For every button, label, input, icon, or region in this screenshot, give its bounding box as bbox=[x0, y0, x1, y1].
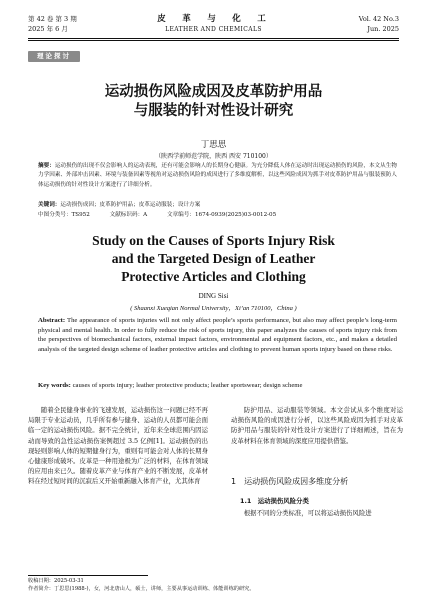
keywords-en-text: causes of sports injury; leather protective products; leather sportswear; design scheme bbox=[72, 382, 303, 389]
section-heading-1-1: 1.1 运动损伤风险分类 bbox=[240, 497, 309, 505]
section-tag: 理论探讨 bbox=[28, 51, 80, 62]
keywords-en-label: Key words: bbox=[38, 382, 71, 389]
abstract-cn-label: 摘要： bbox=[38, 163, 55, 169]
abstract-en-label: Abstract: bbox=[38, 317, 66, 324]
footnote-received: 收稿日期：2025-03-31 bbox=[28, 578, 84, 584]
keywords-cn bbox=[38, 201, 397, 210]
running-header bbox=[28, 14, 399, 54]
header-right bbox=[359, 14, 399, 34]
classification-line bbox=[38, 211, 397, 220]
affiliation-en: ( Shaanxi Xueqian Normal University，Xi’an 710100，China ) bbox=[130, 305, 297, 312]
affiliation-cn: （陕西学前师范学院，陕西 西安 710100） bbox=[155, 153, 272, 160]
abstract-en-text: The appearance of sports injuries will not only affect people’s sports performance, but also may affect people’s long-term physical and mental health. In order to fully reduce the risk of sports injury, this paper analyzes the causes of sports injury risk from the perspectives of biomechanical factors, external impact factors, environmental and equipment factors, etc., and makes a detailed analysis of the targeted design scheme of leather protective articles and clothing to prevent human sports injury based on these risks. bbox=[38, 317, 398, 353]
body-paragraph-intro: 随着全民健身事业的飞速发展，运动损伤这一问题已经不再局限于专业运动员，几乎所有参与健身、运动的人员都可能会面临一定的运动损伤风险。据不完全统计，近年来全球范围内因运动而导致的急性运动损伤案例超过 3.5 亿例[1]。运动损伤的出现轻则影响人体的短期健身行为，重则有可能会对人体的长期身心健康形成破坏。皮革是一种用途极为广泛的材料，在体育领域的应用由来已久。随着皮革产业与体育产业的不断发展，皮革材料在经过短时间的沉寂后又开始重新融入体育产业，尤其体育 bbox=[28, 406, 208, 486]
header-center bbox=[28, 14, 399, 35]
keywords-en bbox=[38, 381, 397, 391]
volume-issue-cn: 第 42 卷 第 3 期 bbox=[28, 15, 77, 23]
author-en: DING Sisi bbox=[198, 292, 229, 300]
section-1-1-body bbox=[231, 508, 403, 518]
footnote-rule bbox=[28, 575, 148, 576]
footnote-author-bio: 作者简介：丁思思(1988-)，女，河北唐山人，硕士，讲师，主要从事运动训练、体能训练的研究。 bbox=[28, 586, 255, 592]
title-cn bbox=[0, 83, 427, 121]
abstract-cn bbox=[38, 162, 397, 190]
journal-name-en: LEATHER AND CHEMICALS bbox=[165, 26, 262, 33]
body-column-right bbox=[231, 405, 403, 446]
article-id: 文章编号：1674-0939(2025)03-0012-05 bbox=[166, 212, 277, 218]
section-heading-1: 1 运动损伤风险成因多维度分析 bbox=[231, 477, 349, 486]
abstract-en bbox=[38, 316, 397, 354]
header-rule-thin bbox=[28, 40, 399, 41]
date-en: Jun. 2025 bbox=[367, 25, 399, 33]
header-rule bbox=[28, 38, 399, 39]
date-cn: 2025 年 6 月 bbox=[28, 25, 68, 33]
body-column-left bbox=[28, 405, 208, 487]
keywords-cn-text: 运动损伤成因；皮革防护用品；皮革运动服装；设计方案 bbox=[60, 202, 201, 208]
journal-name-cn: 皮 革 与 化 工 bbox=[157, 14, 270, 24]
title-en: Study on the Causes of Sports Injury Risk and the Targeted Design of Leather Protective Articles and Clothing bbox=[92, 233, 335, 284]
body-paragraph-intro-cont: 防护用品、运动服装等领域。本文尝试从多个维度对运动损伤风险的成因进行分析，以这些风险成因为抓手对皮革防护用品与服装的针对性设计方案进行了详细阐述，旨在为皮革材料在体育领域的深度应用提供借鉴。 bbox=[231, 406, 403, 445]
author-cn: 丁思思 bbox=[200, 140, 227, 150]
title-cn-text: 运动损伤风险成因及皮革防护用品 与服装的针对性设计研究 bbox=[104, 84, 323, 119]
volume-issue-en: Vol. 42 No.3 bbox=[358, 15, 399, 23]
abstract-cn-text: 运动损伤的出现不仅会影响人的运动表现，还有可能会影响人的长期身心健康。为充分降低人体在运动时出现运动损伤的风险，本文从生物力学因素、外部冲击因素、环境与装备因素等视角对运动损伤风险的成因进行了多维度解析，以这些风险成因为抓手对皮革防护用品与服装预防人体运动损伤的针对性设计方案进行了详细分析。 bbox=[38, 163, 397, 188]
document-code: 文献标识码：A bbox=[109, 212, 148, 218]
section-1-1-paragraph: 根据不同的分类标准，可以将运动损伤风险进 bbox=[243, 509, 372, 517]
keywords-cn-label: 关键词： bbox=[38, 202, 61, 208]
clc-number: 中图分类号：TS952 bbox=[38, 212, 90, 218]
